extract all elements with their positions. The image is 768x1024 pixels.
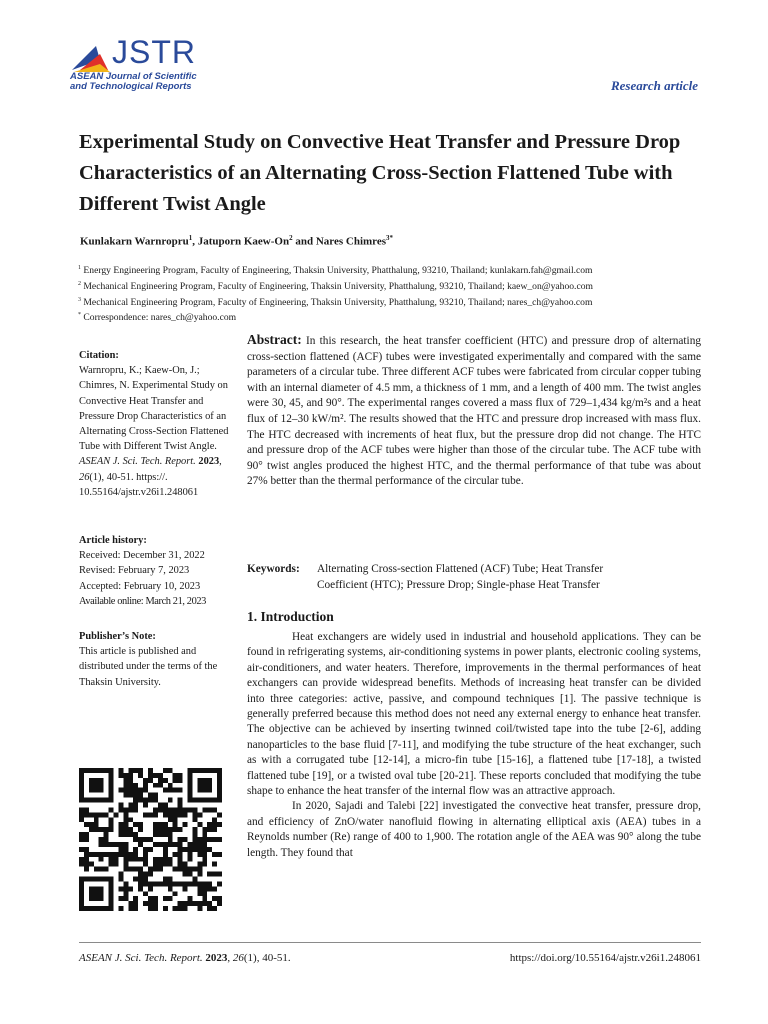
- citation-label: Citation:: [79, 350, 119, 361]
- publisher-note: Publisher’s Note: This article is published and distributed under the terms of the Thaksin University.: [79, 631, 218, 688]
- citation-text: Warnropru, K.; Kaew-On, J.; Chimres, N. Experimental Study on Convective Heat Transfer and Pressure Drop Characteristics of an Alternating Cross-Section Flattened Tube with Different Twist Angle.: [79, 365, 229, 453]
- paragraph: Heat exchangers are widely used in industrial and household applications. They can be found in refrigerating systems, air-conditioning systems in power plants, electronic cooling systems, air-conditioners, and water heaters. Therefore, improvements in the thermal performances of heat exchangers can provide widespread benefits. Methods of increasing heat transfer can be divided into three categories: active, passive, and compound techniques [1]. The passive technique is generally preferred because this method does not need any external energy to enhance heat transfer. The objective can be achieved by inserting twinned coil/twisted tape into the tube [2-6], adding nanoparticles to the base fluid [7-11], and modifying the tube structure of the heat exchanger, such as with a corrugated tube [12-14], a micro-fin tube [15-16], a flattened tube [17-18], a twisted flattened tube [19], or a twisted oval tube [20-21]. These reports concluded that modifying the tube shape to enhance the heat transfer of the internal flow was an attractive approach.: [247, 631, 701, 798]
- logo-subtitle: ASEAN Journal of Scientific and Technological Reports: [70, 71, 197, 92]
- section-heading: 1. Introduction: [247, 609, 334, 624]
- affiliations: [78, 262, 718, 325]
- affiliation-3: $^3$ Mechanical Engineering Program, Faculty of Engineering, Thaksin University, Phatthalung, 93210, Thailand; nares_ch@yahoo.com: [78, 296, 593, 308]
- date-online: Available online: March 21, 2023: [79, 595, 206, 607]
- citation-journal: ASEAN J. Sci. Tech. Report.: [79, 456, 196, 468]
- footer-doi-link[interactable]: https://doi.org/10.55164/ajstr.v26i1.248061: [509, 952, 701, 964]
- abstract-text: In this research, the heat transfer coefficient (HTC) and pressure drop of alternating cross-section flattened (ACF) tubes were investigated experimentally and compared with the same parameters of a circular tube. Three different ACF tubes were fabricated from circular copper tubing with an internal diameter of 4.5 mm, a thickness of 1 mm, and a length of 400 mm. The twist angles were 30, 45, and 90°. The experimental ranges covered a mass flux of 729–1,434 kg/m²s and a heat flux of 12–30 kW/m². The results showed that the HTC and pressure drop increased with mass flux. The HTC decreased with increments of heat flux, but the pressure drop did not change. The HTC and pressure drop of the ACF tubes were higher than those of the circular tube. The ACF tube with 90° twist angles produced the highest HTC, and the thermal performance of that tube was about 27% better than the thermal performance of the circular tube.: [247, 335, 701, 488]
- abstract: [247, 332, 701, 490]
- keywords: Keywords: Alternating Cross-section Flattened (ACF) Tube; Heat Transfer Coefficient (HTC); Pressure Drop; Single-phase Heat Transfer: [247, 563, 604, 591]
- date-received: Received: December 31, 2022: [79, 550, 205, 562]
- logo-text: JSTR: [112, 34, 196, 70]
- date-accepted: Accepted: February 10, 2023: [79, 580, 201, 592]
- article-type: Research article: [610, 78, 698, 93]
- footer-citation: ASEAN J. Sci. Tech. Report. 2023, 26(1), 40-51.: [79, 952, 291, 964]
- correspondence: * Correspondence: nares_ch@yahoo.com: [78, 312, 237, 324]
- body-text: [247, 630, 701, 861]
- citation-block: Citation: Warnropru, K.; Kaew-On, J.; Chimres, N. Experimental Study on Convective Heat Transfer and Pressure Drop Characteristics of an Alternating Cross-Section Flattened Tube with Different Twist Angle. ASEAN J. Sci. Tech. Report. 2023, 26(1), 40-51. https://. 10.55164/ajstr.v26i1.248061: [79, 350, 229, 498]
- keywords-label: Keywords:: [247, 563, 300, 575]
- authors: Kunlakarn Warnropru$^1$, Jatuporn Kaew-On$^2$ and Nares Chimres$^{3*}$: [80, 234, 394, 248]
- affiliation-1: $^1$ Energy Engineering Program, Faculty of Engineering, Thaksin University, Phatthalung, 93210, Thailand; kunlakarn.fah@gmail.com: [78, 265, 593, 277]
- affiliation-2: $^2$ Mechanical Engineering Program, Faculty of Engineering, Thaksin University, Phatthalung, 93210, Thailand; kaew_on@yahoo.com: [78, 280, 593, 292]
- citation-link[interactable]: (1), 40-51. https://. 10.55164/ajstr.v26i1.248061: [79, 471, 199, 498]
- date-revised: Revised: February 7, 2023: [79, 565, 190, 577]
- qr-code-icon[interactable]: [79, 768, 222, 911]
- paragraph: In 2020, Sajadi and Talebi [22] investigated the convective heat transfer, pressure drop, and efficiency of ZnO/water nanofluid flowing in alternating elliptical axis (AEA) tubes in a Reynolds number (Re) range of 400 to 1,900. The rotation angle of the AEA was 90° along the tube length. They found that: [247, 800, 701, 859]
- article-history: Article history: Received: December 31, 2022 Revised: February 7, 2023 Accepted: February 10, 2023 Available online: March 21, 2023: [79, 535, 206, 607]
- footer-divider: [79, 942, 701, 943]
- paper-title: Experimental Study on Convective Heat Transfer and Pressure Drop Characteristics of an Alternating Cross-Section Flattened Tube with Different Twist Angle: [79, 131, 681, 215]
- abstract-label: Abstract:: [247, 332, 302, 347]
